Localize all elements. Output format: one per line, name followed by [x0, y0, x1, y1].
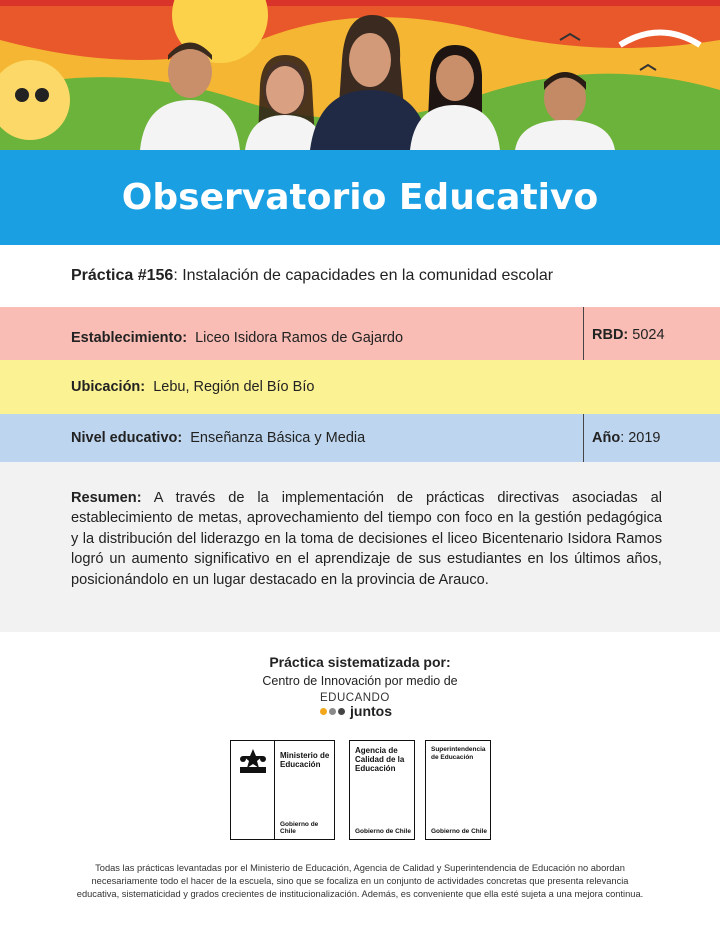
establecimiento-row — [0, 307, 720, 360]
logo-dot-icon — [329, 708, 336, 715]
logo-agencia — [349, 740, 415, 840]
org-foot: Gobierno de Chile — [355, 828, 411, 835]
establecimiento-value: Liceo Isidora Ramos de Gajardo — [195, 329, 404, 346]
logo-dot-icon — [338, 708, 345, 715]
rbd-value: 5024 — [632, 327, 665, 343]
educando-juntos-logo — [320, 692, 402, 722]
nivel-value: Enseñanza Básica y Media — [190, 430, 366, 446]
logo-superintendencia — [425, 740, 491, 840]
practica-row — [0, 245, 720, 307]
anio-label: Año — [592, 430, 621, 446]
logo-ministerio — [230, 740, 335, 840]
logo-line1: EDUCANDO — [320, 692, 390, 704]
org-name: Superintendencia de Educación — [431, 746, 486, 761]
nivel-row — [0, 414, 720, 462]
anio-cell — [584, 414, 720, 462]
credits-by: Práctica sistematizada por: — [269, 654, 451, 670]
logo-dot-icon — [320, 708, 327, 715]
rbd-cell — [584, 307, 720, 360]
practica-label: Práctica #156 — [71, 267, 174, 284]
practica-text: : Instalación de capacidades en la comunidad escolar — [173, 267, 554, 284]
resumen-label: Resumen: — [71, 490, 142, 506]
resumen-text: A través de la implementación de prácticas directivas asociadas al establecimiento de metas, aprovechamiento del tiempo con foco en la gestión pedagógica y la distribución del liderazgo en la toma de decisiones el liceo Bicentenario Isidora Ramos logró un aumento significativo en el aprendizaje de sus estudiantes en los últimos años, posicionándolo en un lugar destacado en la provincia de Arauco. — [71, 490, 662, 588]
rbd-label: RBD: — [592, 327, 629, 343]
org-foot: Gobierno de Chile — [431, 828, 487, 835]
org-name: Ministerio de Educación — [280, 751, 330, 769]
logo-line2: juntos — [350, 703, 392, 719]
anio-value: : 2019 — [620, 430, 661, 446]
resumen-section — [0, 462, 720, 632]
credits-via: Centro de Innovación por medio de — [262, 674, 458, 688]
header-photo — [0, 0, 720, 150]
title-band — [0, 150, 720, 245]
org-foot: Gobierno de Chile — [280, 821, 319, 835]
ubicacion-row — [0, 360, 720, 414]
nivel-cell — [0, 414, 584, 462]
page-title: Observatorio Educativo — [121, 177, 599, 218]
header-photo-illustration — [0, 0, 720, 150]
ubicacion-value: Lebu, Región del Bío Bío — [153, 379, 315, 395]
chile-coat-of-arms-icon — [237, 747, 269, 775]
disclaimer: Todas las prácticas levantadas por el Ministerio de Educación, Agencia de Calidad y Superintendencia de Educación no abordan necesariamente todo el hacer de la escuela, sino que se focaliza en un conjunto de actividades concretas que presenta relevancia educativa, sistematicidad y grados crecientes de institucionalización. Además, es conveniente que ella esté sujeta a una mejora continua. — [76, 863, 644, 899]
establecimiento-cell — [0, 307, 584, 360]
org-name: Agencia de Calidad de la Educación — [355, 746, 405, 773]
ubicacion-label: Ubicación: — [71, 379, 146, 395]
establecimiento-label: Establecimiento: — [71, 329, 188, 346]
nivel-label: Nivel educativo: — [71, 430, 183, 446]
credits-section — [0, 632, 720, 932]
